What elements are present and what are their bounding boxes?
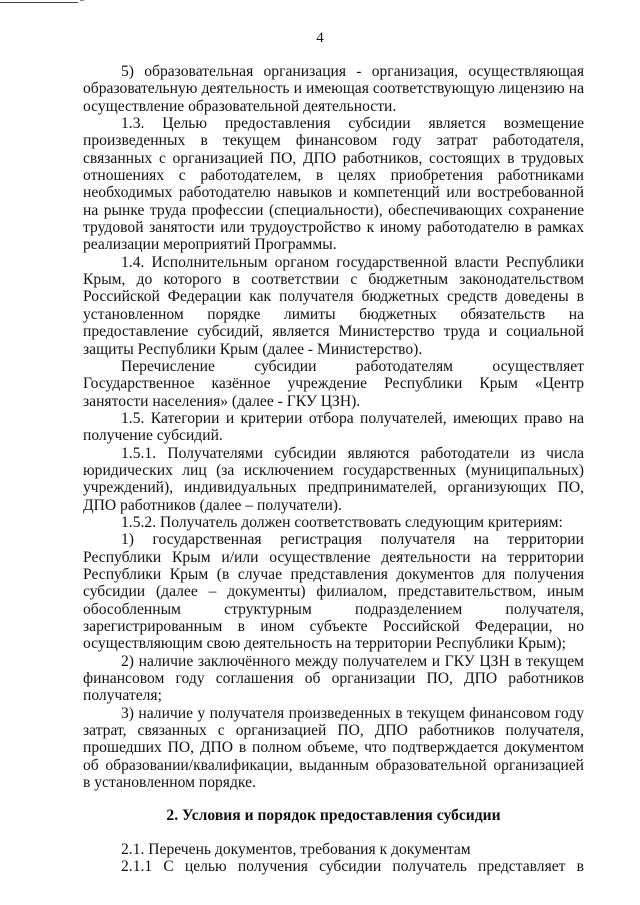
criterion-1: 1) государственная регистрация получателя на территории Республики Крым и/или осуществление деятельности на территории Республики Крым (в случае представления документов для получения субсидии (далее – документы) филиалом, представительством, иным обособленным структурным подразделением получателя, зарегистрированным в ином субъекте Российской Федерации, но осуществляющим свою деятельность на территории Республики Крым); — [83, 531, 584, 653]
paragraph-1-3: 1.3. Целью предоставления субсидии является возмещение произведенных в текущем финансовом году затрат работодателя, связанных с организацией ПО, ДПО работников, состоящих в трудовых отношениях с работодателем, в целях приобретения работниками необходимых работодателю навыков и компетенций или востребованной на рынке труда профессии (специальности), обеспечивающих сохранение трудовой занятости или трудоустройство к иному работодателю в рамках реализации мероприятий Программы. — [83, 115, 584, 254]
paragraph-item-5: 5) образовательная организация - организация, осуществляющая образовательную деятельность и имеющая соответствующую лицензию на осуществление образовательной деятельности. — [83, 63, 584, 115]
criterion-3: 3) наличие у получателя произведенных в текущем финансовом году затрат, связанных с организацией ПО, ДПО работников получателя, прошедших ПО, ДПО в полном объеме, что подтверждается документом об образовании/квалификации, выданным образовательной организацией в установленном порядке. — [83, 704, 584, 792]
paragraph-2-1: 2.1. Перечень документов, требования к документам — [121, 840, 471, 858]
document-body — [83, 63, 584, 875]
paragraph-1-5: 1.5. Категории и критерии отбора получателей, имеющих право на получение субсидий. — [83, 409, 584, 445]
scan-edge-mark — [0, 2, 78, 3]
paragraph-1-5-2: 1.5.2. Получатель должен соответствовать следующим критериям: — [121, 513, 563, 531]
paragraph-transfer: Перечисление субсидии работодателям осуществляет Государственное казённое учреждение Республики Крым «Центр занятости населения» (далее - ГКУ ЦЗН). — [83, 357, 584, 410]
criterion-2: 2) наличие заключённого между получателем и ГКУ ЦЗН в текущем финансовом году соглашения об организации ПО, ДПО работников получателя; — [83, 652, 584, 705]
scan-edge-tick — [80, 0, 84, 4]
paragraph-1-5-1: 1.5.1. Получателями субсидии являются работодатели из числа юридических лиц (за исключением государственных (муниципальных) учреждений), индивидуальных предпринимателей, организующих ПО, ДПО работников (далее – получатели). — [83, 444, 584, 514]
section-heading: 2. Условия и порядок предоставления субсидии — [166, 807, 501, 825]
paragraph-2-1-1: 2.1.1 С целью получения субсидии получатель представляет в — [121, 858, 584, 876]
page-number: 4 — [316, 30, 324, 46]
paragraph-1-4: 1.4. Исполнительным органом государственной власти Республики Крым, до которого в соответствии с бюджетным законодательством Российской Федерации как получателя бюджетных средств доведены в установленном порядке лимиты бюджетных обязательств на предоставление субсидий, является Министерство труда и социальной защиты Республики Крым (далее - Министерство). — [83, 253, 584, 358]
